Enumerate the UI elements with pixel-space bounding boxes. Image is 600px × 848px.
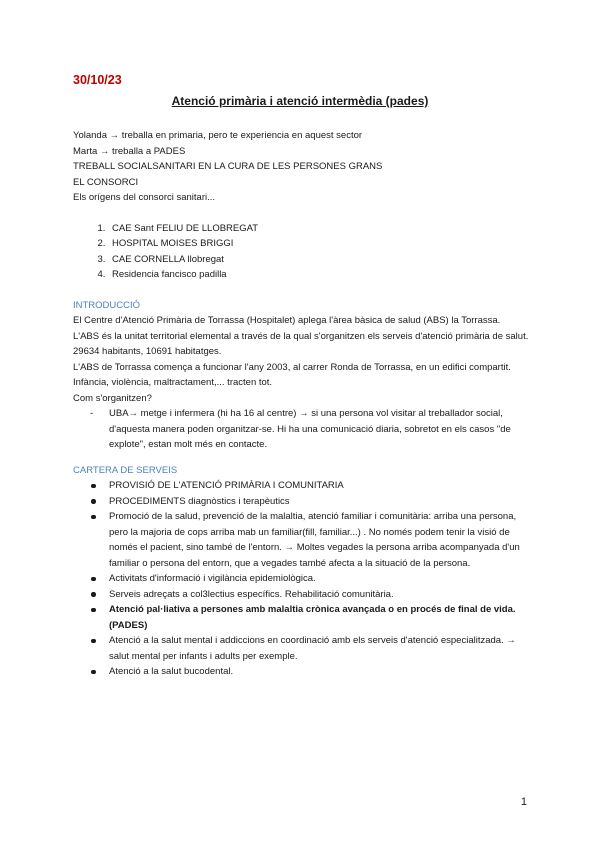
origins-list <box>73 221 533 283</box>
paragraph: L'ABS de Torrassa comença a funcionar l'any 2003, al carrer Ronda de Torrassa, en un edifici compartit. <box>73 361 511 373</box>
intro-line: Marta → treballa a PADES <box>73 145 186 157</box>
list-item: 2. HOSPITAL MOISES BRIGGI <box>108 236 533 252</box>
list-item: PROVISIÓ DE L'ATENCIÓ PRIMÀRIA I COMUNITARIA <box>90 478 533 494</box>
document-date: 30/10/23 <box>73 73 122 87</box>
list-item: - UBA→ metge i infermera (hi ha 16 al centre) → si una persona vol visitar al treballador social, d'aquesta manera poden organitzar-se. Hi ha una comunicació diaria, sobretot en els casos "de explote", estan molt més en contacte. <box>90 406 533 453</box>
paragraph: 29634 habitants, 10691 habitatges. <box>73 346 222 357</box>
list-item: 1. CAE Sant FELIU DE LLOBREGAT <box>108 221 533 237</box>
section-heading-introduccio: INTRODUCCIÓ <box>73 299 141 311</box>
intro-line: TREBALL SOCIALSANITARI EN LA CURA DE LES PERSONES GRANS <box>73 161 383 172</box>
list-item: Activitats d'informació i vigilància epidemiològica. <box>90 571 533 587</box>
intro-line: Els orígens del consorci sanitari... <box>73 192 216 203</box>
section-heading-cartera: CARTERA DE SERVEIS <box>73 464 178 476</box>
document-body <box>73 128 533 680</box>
list-item: Atenció pal·liativa a persones amb malaltia crònica avançada o en procés de final de vida. (PADES) <box>90 602 533 633</box>
page-number: 1 <box>520 796 527 808</box>
paragraph: Infància, violència, maltractament,... tracten tot. <box>73 377 273 388</box>
list-item: Atenció a la salut mental i addiccions en coordinació amb els serveis d'atenció especialitzada. → salut mental per infants i adults per exemple. <box>90 633 533 664</box>
list-item: Atenció a la salut bucodental. <box>90 664 533 680</box>
list-item: PROCEDIMENTS diagnòstics i terapèutics <box>90 494 533 510</box>
list-item: Serveis adreçats a col3lectius específics. Rehabilitació comunitària. <box>90 587 533 603</box>
document-title: Atenció primària i atenció intermèdia (pades) <box>171 94 429 108</box>
paragraph: El Centre d'Atenció Primària de Torrassa (Hospitalet) aplega l'àrea bàsica de salud (ABS) la Torrassa. <box>73 315 501 326</box>
paragraph: L'ABS és la unitat territorial elemental a través de la qual s'organitzen els serveis d'atenció primària de salut. <box>73 330 529 342</box>
services-list <box>73 478 533 680</box>
list-item: 3. CAE CORNELLA llobregat <box>108 252 533 268</box>
intro-line: EL CONSORCI <box>73 176 139 188</box>
intro-line: Yolanda → treballa en primaria, pero te experiencia en aquest sector <box>73 130 363 141</box>
paragraph: Com s'organitzen? <box>73 392 152 404</box>
organization-list <box>73 406 533 453</box>
list-item: 4. Residencia fancisco padilla <box>108 267 533 283</box>
list-item: Promoció de la salud, prevenció de la malaltia, atenció familiar i comunitària: arriba una persona, pero la majoria de cops arriba mab un familiar(fill, familiar...) . No només podem tenir la visió de només el pacient, sino també de l'entorn. → Moltes vegades la persona arriba acompanyada d'un familiar o persona del entorn, que a vegades també afecta a la situació de la persona. <box>90 509 533 571</box>
